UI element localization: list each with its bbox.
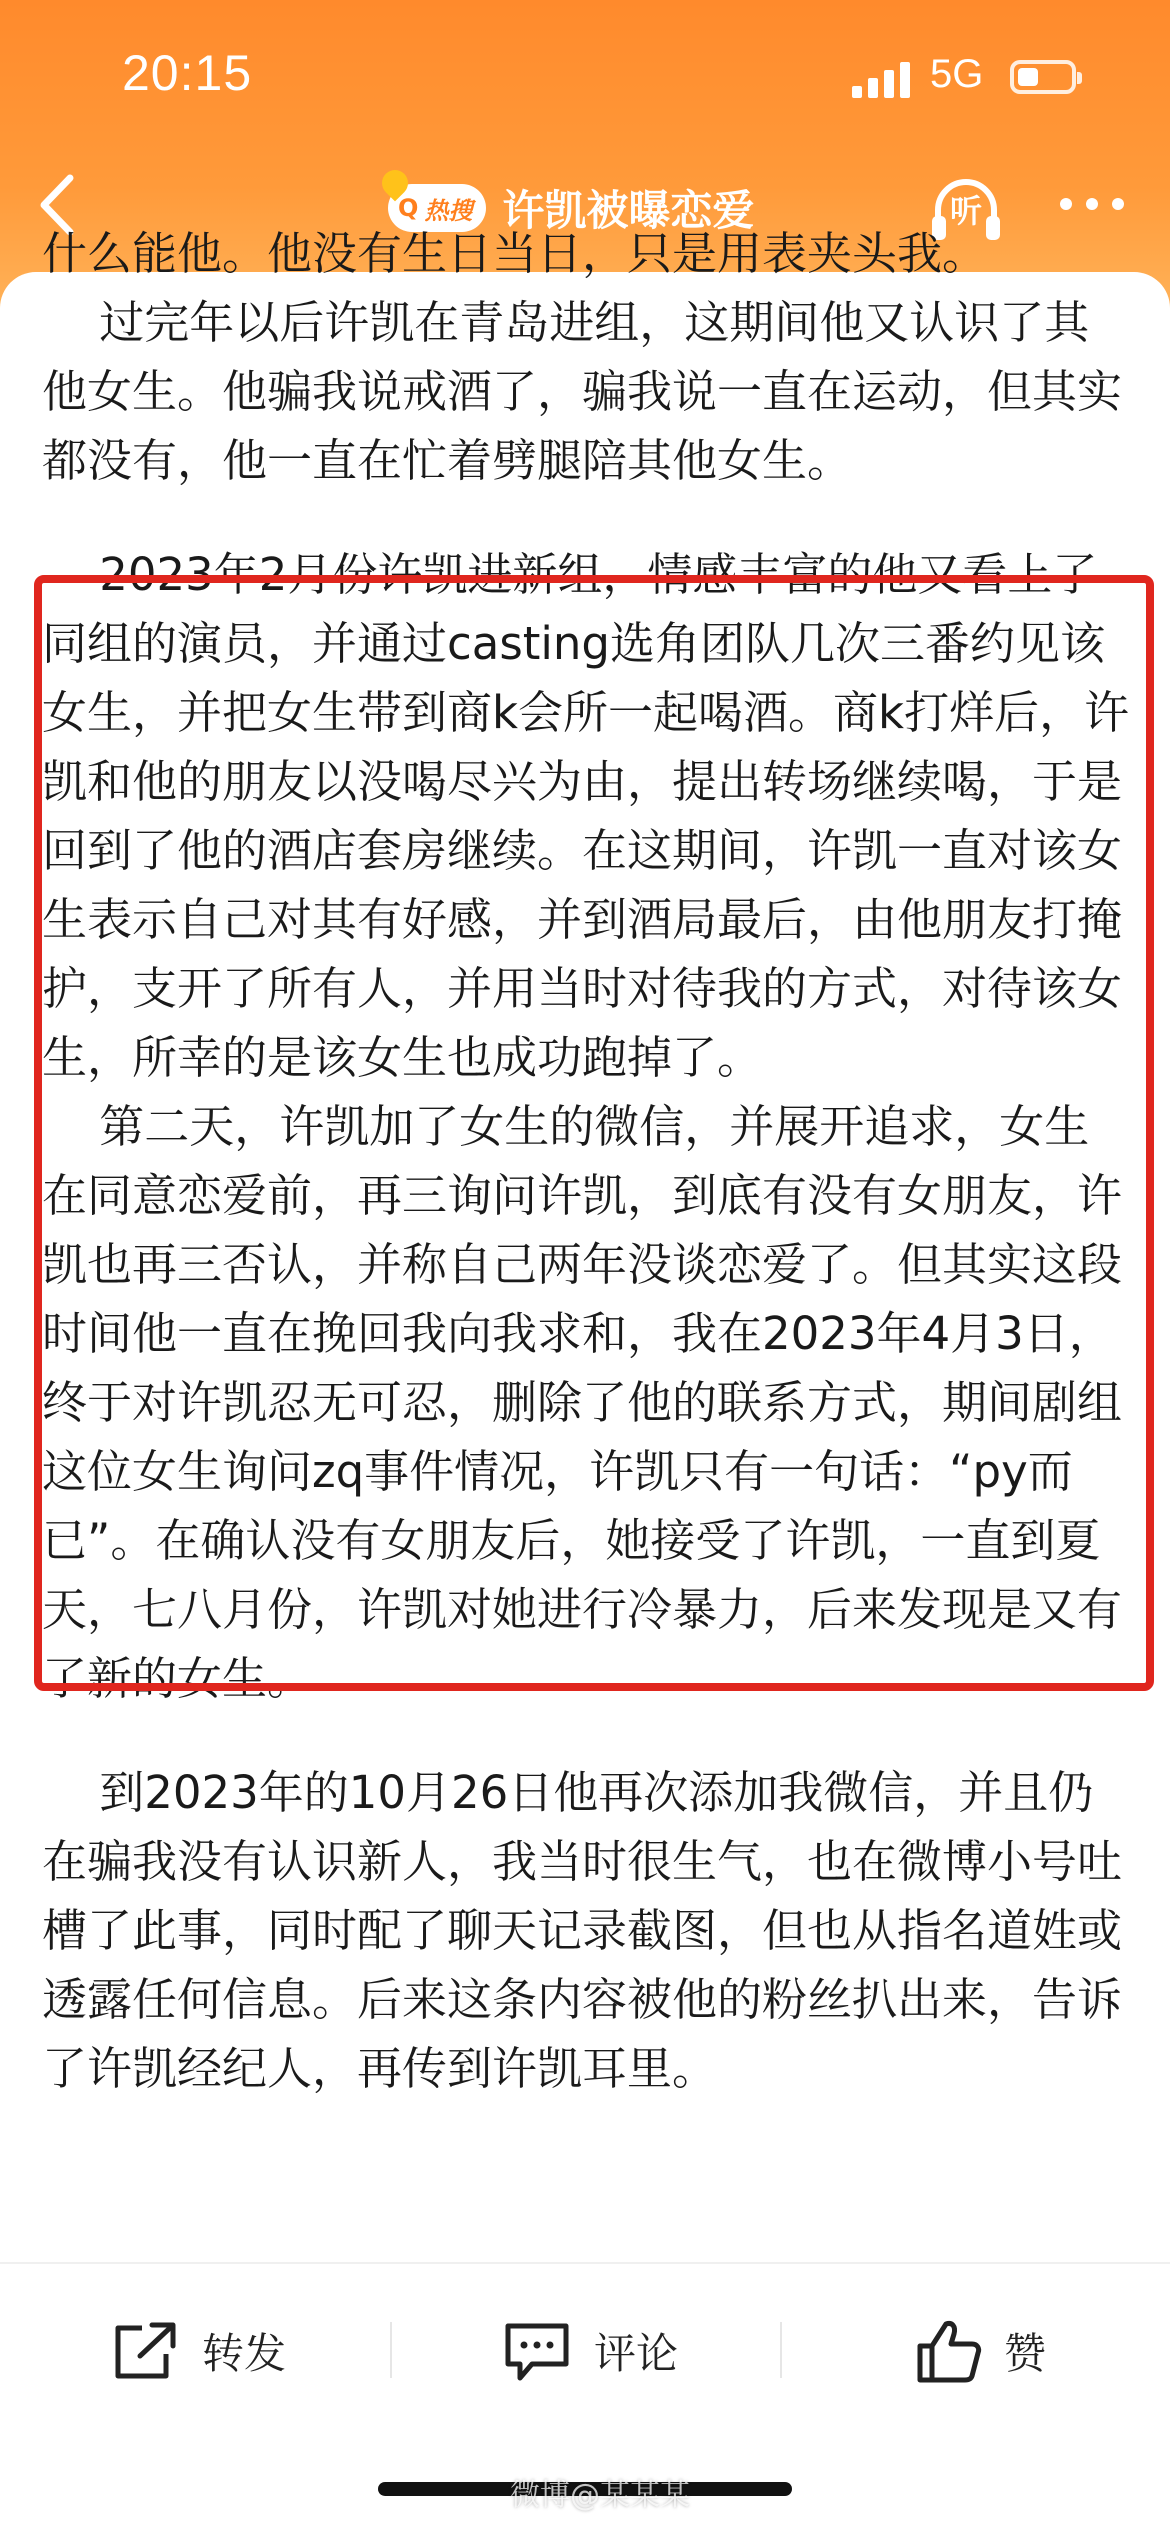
watermark: 微博@某某某 — [510, 2478, 690, 2513]
search-icon: Q — [398, 194, 419, 222]
signal-icon — [852, 62, 914, 98]
more-dot-icon — [1112, 198, 1124, 210]
more-dot-icon — [1060, 198, 1072, 210]
article-paragraph: 什么能他。他没有生日当日，只是用表夹头我。 — [42, 227, 988, 280]
paragraph-gap — [42, 1713, 1132, 1758]
divider — [780, 2322, 782, 2378]
more-button[interactable] — [1060, 194, 1130, 214]
listen-label: 听 — [949, 192, 982, 230]
network-label: 5G — [930, 52, 984, 96]
repost-label: 转发 — [202, 2329, 287, 2378]
like-label: 赞 — [1004, 2329, 1047, 2378]
article-content[interactable] — [0, 227, 1170, 2262]
article-paragraph: 2023年2月份许凯进新组，情感丰富的他又看上了同组的演员，并通过casting选角团队几次三番约见该女生，并把女生带到商k会所一起喝酒。商k打烊后，许凯和他的朋友以没喝尽兴为由，提出转场继续喝，于是回到了他的酒店套房继续。在这期间，许凯一直对该女生表示自己对其有好感，并到酒局最后，由他朋友打掩护，支开了所有人，并用当时对待我的方式，对待该女生，所幸的是该女生也成功跑掉了。 — [42, 548, 1130, 1084]
comment-label: 评论 — [594, 2329, 679, 2378]
comment-icon — [502, 2320, 572, 2382]
article-paragraph: 过完年以后许凯在青岛进组，这期间他又认识了其他女生。他骗我说戒酒了，骗我说一直在运动，但其实都没有，他一直在忙着劈腿陪其他女生。 — [42, 296, 1123, 487]
article-paragraph: 第二天，许凯加了女生的微信，并展开追求，女生在同意恋爱前，再三询问许凯，到底有没有女朋友，许凯也再三否认，并称自己两年没谈恋爱了。但其实这段时间他一直在挽回我向我求和，我在2023年4月3日，终于对许凯忍无可忍，删除了他的联系方式，期间剧组这位女生询问zq事件情况，许凯只有一句话：“py而已”。在确认没有女朋友后，她接受了许凯，一直到夏天，七八月份，许凯对她进行冷暴力，后来发现是又有了新的女生。 — [42, 1100, 1123, 1705]
paragraph-gap — [42, 495, 1132, 540]
status-time: 20:15 — [122, 45, 253, 101]
more-dot-icon — [1086, 198, 1098, 210]
like-button[interactable] — [916, 2316, 1046, 2386]
highlight-box — [34, 575, 1154, 1691]
action-bar — [0, 2262, 1170, 2434]
share-icon — [112, 2320, 180, 2382]
divider — [390, 2322, 392, 2378]
comment-button[interactable] — [502, 2316, 678, 2386]
hot-badge-label: 热搜 — [424, 196, 473, 225]
article-paragraph: 到2023年的10月26日他再次添加我微信，并且仍在骗我没有认识新人，我当时很生气，也在微博小号吐槽了此事，同时配了聊天记录截图，但也从指名道姓或透露任何信息。后来这条内容被他的粉丝扒出来，告诉了许凯经纪人，再传到许凯耳里。 — [42, 1766, 1123, 2095]
thumbs-up-icon — [916, 2318, 982, 2384]
status-bar — [0, 0, 1170, 150]
page-title: 许凯被曝恋爱 — [502, 186, 755, 235]
repost-button[interactable] — [112, 2316, 286, 2386]
battery-icon — [1010, 60, 1076, 94]
